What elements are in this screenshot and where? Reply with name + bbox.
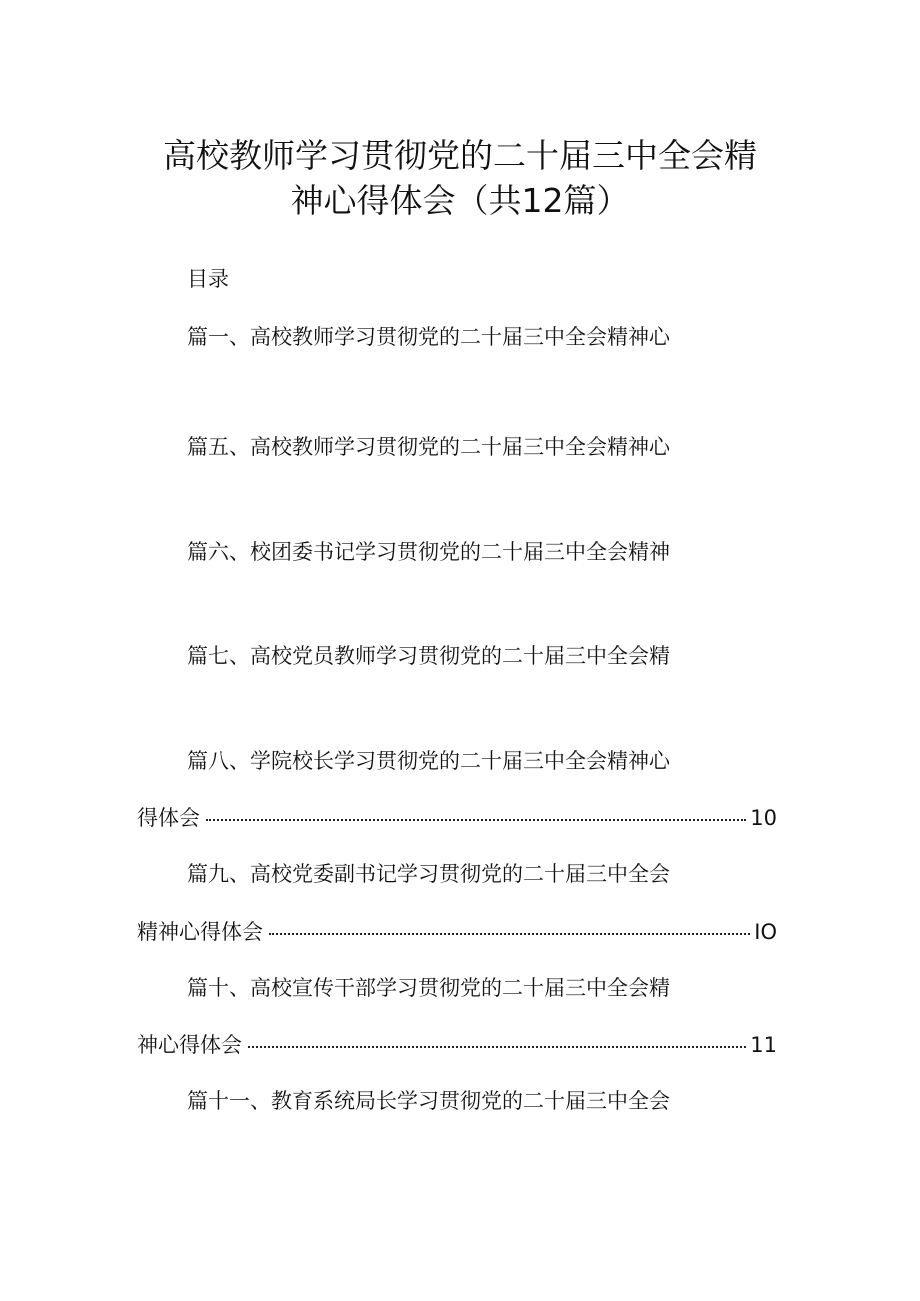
- document-title-line-2: 神心得体会（共12篇）: [290, 181, 630, 220]
- toc-entry-5-continuation-text: 得体会: [137, 806, 200, 830]
- toc-entry-2[interactable]: 篇五、高校教师学习贯彻党的二十届三中全会精神心: [187, 435, 670, 459]
- toc-entry-7-continuation[interactable]: [137, 1030, 777, 1060]
- toc-entry-6[interactable]: 篇九、高校党委副书记学习贯彻党的二十届三中全会: [187, 862, 670, 886]
- document-title-line-1: 高校教师学习贯彻党的二十届三中全会精: [163, 136, 757, 175]
- toc-entry-4[interactable]: 篇七、高校党员教师学习贯彻党的二十届三中全会精: [187, 644, 670, 668]
- toc-entry-5[interactable]: 篇八、学院校长学习贯彻党的二十届三中全会精神心: [187, 749, 670, 773]
- toc-entry-7-continuation-text: 神心得体会: [137, 1033, 242, 1057]
- toc-entry-7[interactable]: 篇十、高校宣传干部学习贯彻党的二十届三中全会精: [187, 976, 670, 1000]
- dot-leader: [248, 1046, 746, 1048]
- toc-heading: 目录: [187, 267, 229, 291]
- toc-entry-5-page-number: 10: [750, 806, 777, 830]
- dot-leader: [206, 819, 746, 821]
- toc-entry-6-continuation-text: 精神心得体会: [137, 920, 263, 944]
- toc-entry-6-page-number: IO: [754, 920, 777, 944]
- toc-entry-6-continuation[interactable]: [137, 917, 777, 947]
- toc-entry-3[interactable]: 篇六、校团委书记学习贯彻党的二十届三中全会精神: [187, 540, 670, 564]
- toc-entry-7-page-number: 11: [750, 1033, 777, 1057]
- toc-entry-8[interactable]: 篇十一、教育系统局长学习贯彻党的二十届三中全会: [187, 1089, 670, 1113]
- dot-leader: [269, 933, 750, 935]
- toc-entry-1[interactable]: 篇一、高校教师学习贯彻党的二十届三中全会精神心: [187, 325, 670, 349]
- toc-entry-5-continuation[interactable]: [137, 803, 777, 833]
